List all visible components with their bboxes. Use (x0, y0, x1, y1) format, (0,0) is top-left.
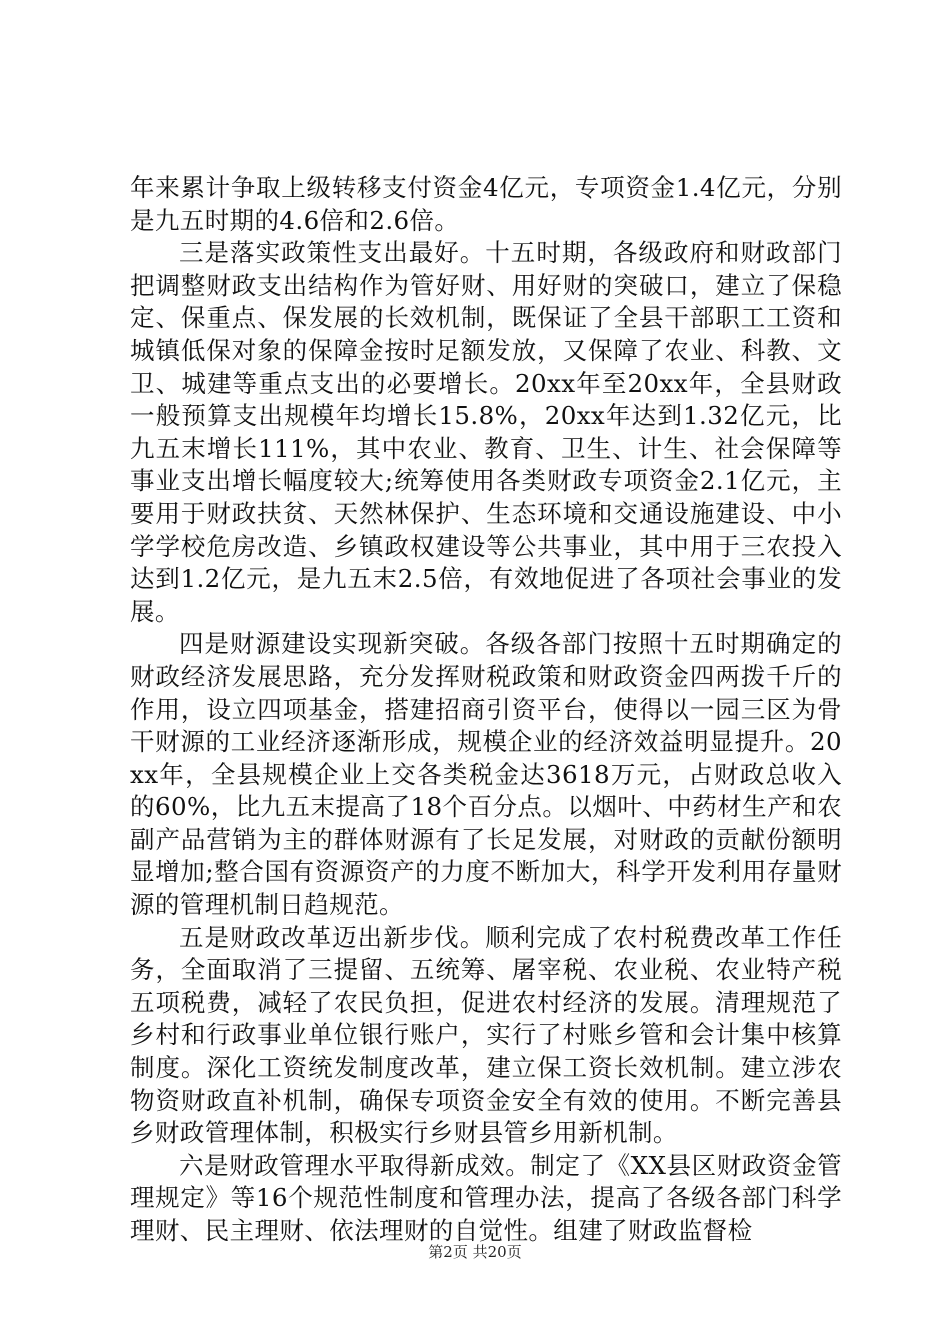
paragraph-continued: 年来累计争取上级转移支付资金4亿元，专项资金1.4亿元，分别是九五时期的4.6倍和2.6倍。 (130, 173, 842, 235)
document-body (130, 172, 842, 1248)
page-number-footer: 第2页 共20页 (428, 1243, 522, 1261)
paragraph-revenue-source: 四是财源建设实现新突破。各级各部门按照十五时期确定的财政经济发展思路，充分发挥财税政策和财政资金四两拨千斤的作用，设立四项基金，搭建招商引资平台，使得以一园三区为骨干财源的工业经济逐渐形成，规模企业的经济效益明显提升。20xx年，全县规模企业上交各类税金达3618万元，占财政总收入的60%，比九五末提高了18个百分点。以烟叶、中药材生产和农副产品营销为主的群体财源有了长足发展，对财政的贡献份额明显增加;整合国有资源资产的力度不断加大，科学开发利用存量财源的管理机制日趋规范。 (130, 629, 842, 920)
paragraph-finance-management: 六是财政管理水平取得新成效。制定了《XX县区财政资金管理规定》等16个规范性制度和管理办法，提高了各级各部门科学理财、民主理财、依法理财的自觉性。组建了财政监督检 (130, 1150, 842, 1245)
paragraph-finance-reform: 五是财政改革迈出新步伐。顺利完成了农村税费改革工作任务，全面取消了三提留、五统筹、屠宰税、农业税、农业特产税五项税费，减轻了农民负担，促进农村经济的发展。清理规范了乡村和行政事业单位银行账户，实行了村账乡管和会计集中核算制度。深化工资统发制度改革，建立保工资长效机制。建立涉农物资财政直补机制，确保专项资金安全有效的使用。不断完善县乡财政管理体制，积极实行乡财县管乡用新机制。 (130, 922, 842, 1148)
paragraph-policy-expenditure: 三是落实政策性支出最好。十五时期，各级政府和财政部门把调整财政支出结构作为管好财、用好财的突破口，建立了保稳定、保重点、保发展的长效机制，既保证了全县干部职工工资和城镇低保对象的保障金按时足额发放，又保障了农业、科教、文卫、城建等重点支出的必要增长。20xx年至20xx年，全县财政一般预算支出规模年均增长15.8%，20xx年达到1.32亿元，比九五末增长111%，其中农业、教育、卫生、计生、社会保障等事业支出增长幅度较大;统筹使用各类财政专项资金2.1亿元，主要用于财政扶贫、天然林保护、生态环境和交通设施建设、中小学学校危房改造、乡镇政权建设等公共事业，其中用于三农投入达到1.2亿元，是九五末2.5倍，有效地促进了各项社会事业的发展。 (130, 238, 842, 626)
